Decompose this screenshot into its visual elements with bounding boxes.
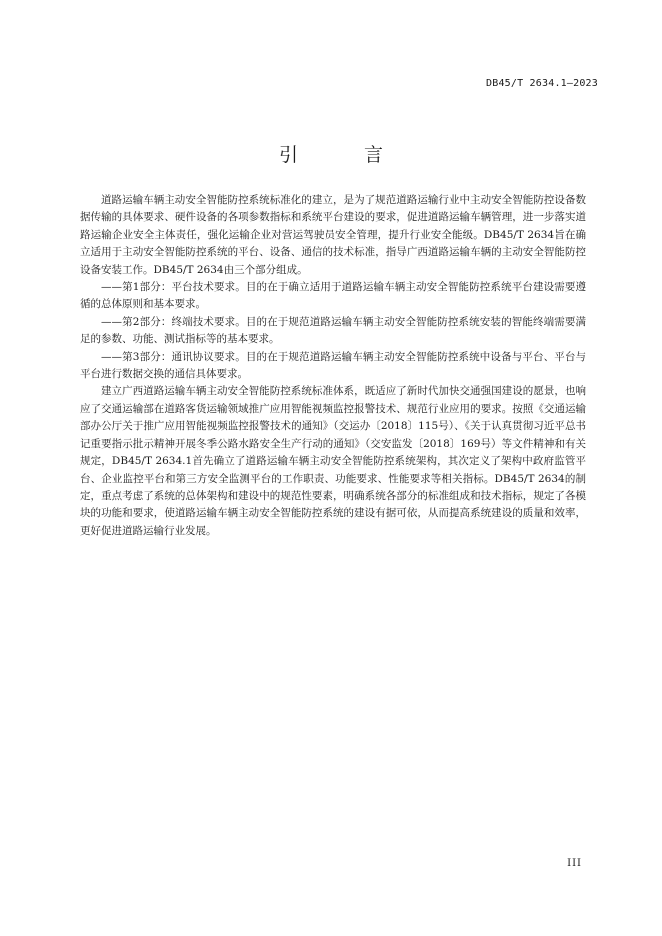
page-number: III bbox=[567, 858, 582, 869]
document-code: DB45/T 2634.1—2023 bbox=[486, 78, 598, 89]
paragraph-part-1: ——第1部分：平台技术要求。目的在于确立适用于道路运输车辆主动安全智能防控系统平台建设需要遵循的总体原则和基本要求。 bbox=[80, 281, 586, 311]
paragraph-intro: 道路运输车辆主动安全智能防控系统标准化的建立，是为了规范道路运输行业中主动安全智能防控设备数据传输的具体要求、硬件设备的各项参数指标和系统平台建设的要求，促进道路运输车辆管理，进一步落实道路运输企业安全主体责任，强化运输企业对营运驾驶员安全管理，提升行业安全能级。DB45/T 2634旨在确立适用于主动安全智能防控系统的平台、设备、通信的技术标准，指导广西道路运输车辆的主动安全智能防控设备安装工作。DB45/T 2634由三个部分组成。 bbox=[80, 194, 586, 276]
paragraph-part-3: ——第3部分：通讯协议要求。目的在于规范道路运输车辆主动安全智能防控系统中设备与平台、平台与平台进行数据交换的通信具体要求。 bbox=[80, 350, 586, 381]
section-title: 引 言 bbox=[278, 144, 414, 166]
paragraph-part-2: ——第2部分：终端技术要求。目的在于规范道路运输车辆主动安全智能防控系统安装的智能终端需要满足的参数、功能、测试指标等的基本要求。 bbox=[80, 315, 586, 346]
paragraph-background: 建立广西道路运输车辆主动安全智能防控系统标准体系，既适应了新时代加快交通强国建设的愿景，也响应了交通运输部在道路客货运输领域推广应用智能视频监控报警技术、规范行业应用的要求。按照《交通运输部办公厅关于推广应用智能视频监控报警技术的通知》（交运办〔2018〕115号）、《关于认真贯彻习近平总书记重要指示批示精神开展冬季公路水路安全生产行动的通知》（交安监发〔2018〕169号）等文件精神和有关规定，DB45/T 2634.1首先确立了道路运输车辆主动安全智能防控系统架构，其次定义了架构中政府监管平台、企业监控平台和第三方安全监测平台的工作职责、功能要求、性能要求等相关指标。DB45/T 2634的制定，重点考虑了系统的总体架构和建设中的规范性要素，明确系统各部分的标准组成和技术指标，规定了各模块的功能和要求，使道路运输车辆主动安全智能防控系统的建设有据可依，从而提高系统建设的质量和效率，更好促进道路运输行业发展。 bbox=[80, 385, 586, 537]
introduction-body bbox=[80, 192, 586, 540]
